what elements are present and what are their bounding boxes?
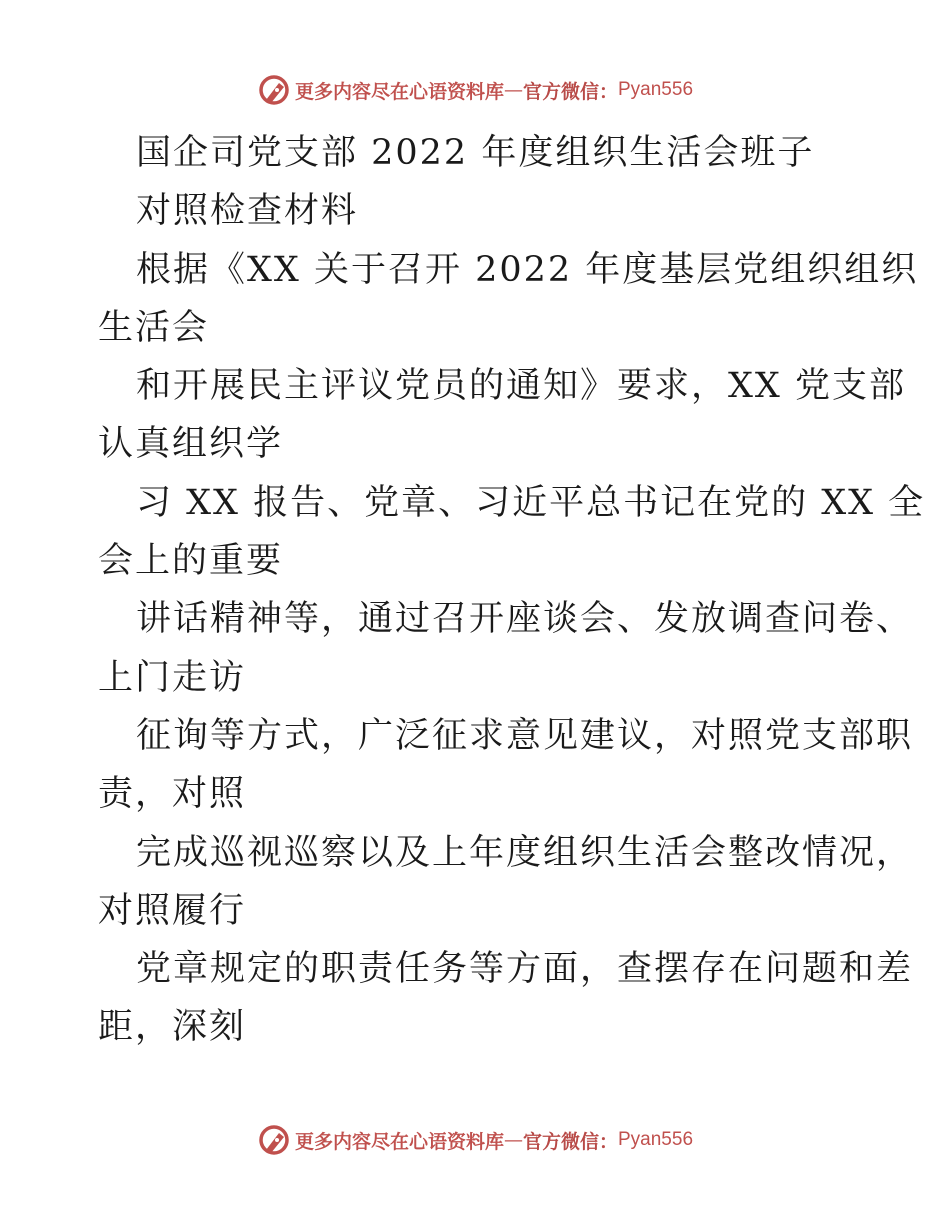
pen-nib-logo-icon: [257, 1123, 291, 1157]
document-line: 对照检查材料: [136, 191, 359, 232]
document-line: 对照履行: [98, 890, 247, 931]
document-line: 完成巡视巡察以及上年度组织生活会整改情况，: [136, 832, 914, 873]
document-line: 责，对照: [98, 774, 247, 815]
banner-wechat-label: 官方微信：: [522, 80, 618, 103]
document-line: 根据《XX 关于召开 2022 年度基层党组织组织: [136, 249, 919, 290]
banner-wechat-id: Pyan556: [618, 79, 694, 100]
document-line: 讲话精神等，通过召开座谈会、发放调查问卷、: [136, 599, 914, 640]
document-line: 生活会: [98, 307, 210, 348]
document-line: 国企司党支部 2022 年度组织生活会班子: [136, 133, 815, 173]
footer-banner: [0, 1118, 950, 1162]
banner-main-text: 更多内容尽在心语资料库: [294, 80, 504, 103]
document-line: 距，深刻: [98, 1007, 247, 1048]
header-banner: [0, 68, 950, 112]
banner-wechat-label: 官方微信：: [522, 1130, 618, 1153]
banner-main-text: 更多内容尽在心语资料库: [294, 1130, 504, 1153]
document-line: 习 XX 报告、党章、习近平总书记在党的 XX 全: [136, 482, 926, 523]
document-line: 和开展民主评议党员的通知》要求，XX 党支部: [136, 366, 906, 407]
pen-nib-logo-icon: [257, 73, 291, 107]
document-line: 认真组织学: [98, 424, 284, 465]
document-line: 上门走访: [98, 657, 247, 698]
document-line: 征询等方式，广泛征求意见建议，对照党支部职: [136, 715, 914, 756]
banner-wechat-id: Pyan556: [618, 1129, 694, 1150]
document-line: 党章规定的职责任务等方面，查摆存在问题和差: [136, 949, 914, 990]
banner-separator: —: [503, 79, 523, 101]
document-line: 会上的重要: [98, 541, 284, 582]
banner-separator: —: [503, 1129, 523, 1151]
document-body: [98, 124, 926, 1057]
